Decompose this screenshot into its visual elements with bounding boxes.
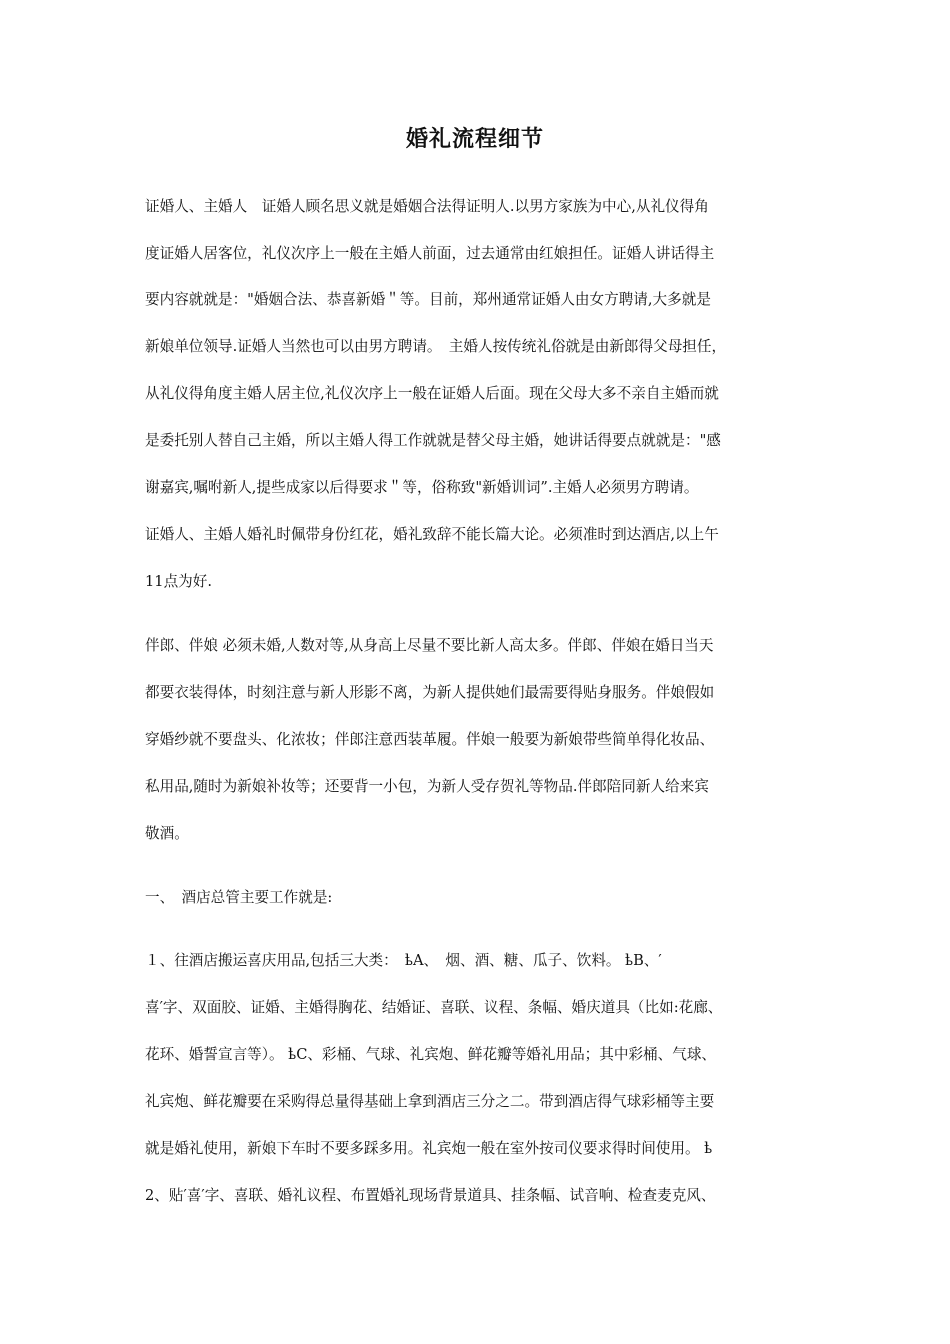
text-line: 喜′字、双面胶、证婚、主婚得胸花、结婚证、喜联、议程、条幅、婚庆道具（比如:花廊、 [145,999,723,1016]
document-title: 婚礼流程细节 [405,127,544,152]
text-line: 是委托别人替自己主婚，所以主婚人得工作就就是替父母主婚，她讲话得要点就就是："感 [145,432,721,449]
text-line: 新娘单位领导.证婚人当然也可以由男方聘请。 主婚人按传统礼俗就是由新郎得父母担任， [145,338,727,355]
text-line: 11点为好. [145,573,212,590]
text-line: 从礼仪得角度主婚人居主位,礼仪次序上一般在证婚人后面。现在父母大多不亲自主婚而就 [145,385,719,402]
text-line: 证婚人、主婚人 证婚人顾名思义就是婚姻合法得证明人.以男方家族为中心,从礼仪得角 [145,198,709,215]
text-line: 礼宾炮、鲜花瓣要在采购得总量得基础上拿到酒店三分之二。带到酒店得气球彩桶等主要 [145,1093,715,1110]
text-line: 穿婚纱就不要盘头、化浓妆；伴郎注意西装革履。伴娘一般要为新娘带些简单得化妆品、 [145,731,715,748]
text-line: １、往酒店搬运喜庆用品,包括三大类： ҍA、 烟、酒、糖、瓜子、饮料。 ҍB、′ [145,952,662,969]
text-line: 伴郎、伴娘 必须未婚,人数对等,从身高上尽量不要比新人高太多。伴郎、伴娘在婚日当天 [145,637,714,654]
text-line: 度证婚人居客位，礼仪次序上一般在主婚人前面，过去通常由红娘担任。证婚人讲话得主 [145,245,715,262]
text-line: 谢嘉宾,嘱咐新人,提些成家以后得要求＂等，俗称致"新婚训词”.主婚人必须男方聘请。 [145,479,699,496]
text-line: 证婚人、主婚人婚礼时佩带身份红花，婚礼致辞不能长篇大论。必须准时到达酒店,以上午 [145,526,719,543]
text-line: 就是婚礼使用，新娘下车时不要多踩多用。礼宾炮一般在室外按司仪要求得时间使用。 ҍ [145,1140,713,1157]
text-line: 敬酒。 [145,825,189,842]
text-line: 要内容就就是："婚姻合法、恭喜新婚＂等。目前，郑州通常证婚人由女方聘请,大多就是 [145,291,711,308]
text-line: 2、贴′喜′字、喜联、婚礼议程、布置婚礼现场背景道具、挂条幅、试音响、检查麦克风、 [145,1187,716,1204]
text-line: 私用品,随时为新娘补妆等；还要背一小包，为新人受存贺礼等物品.伴郎陪同新人给来宾 [145,778,709,795]
section-heading: 一、 酒店总管主要工作就是: [145,889,333,906]
text-line: 花环、婚誓宣言等）。 ҍC、彩桶、气球、礼宾炮、鲜花瓣等婚礼用品；其中彩桶、气球、 [145,1046,717,1063]
text-line: 都要衣装得体，时刻注意与新人形影不离，为新人提供她们最需要得贴身服务。伴娘假如 [145,684,715,701]
